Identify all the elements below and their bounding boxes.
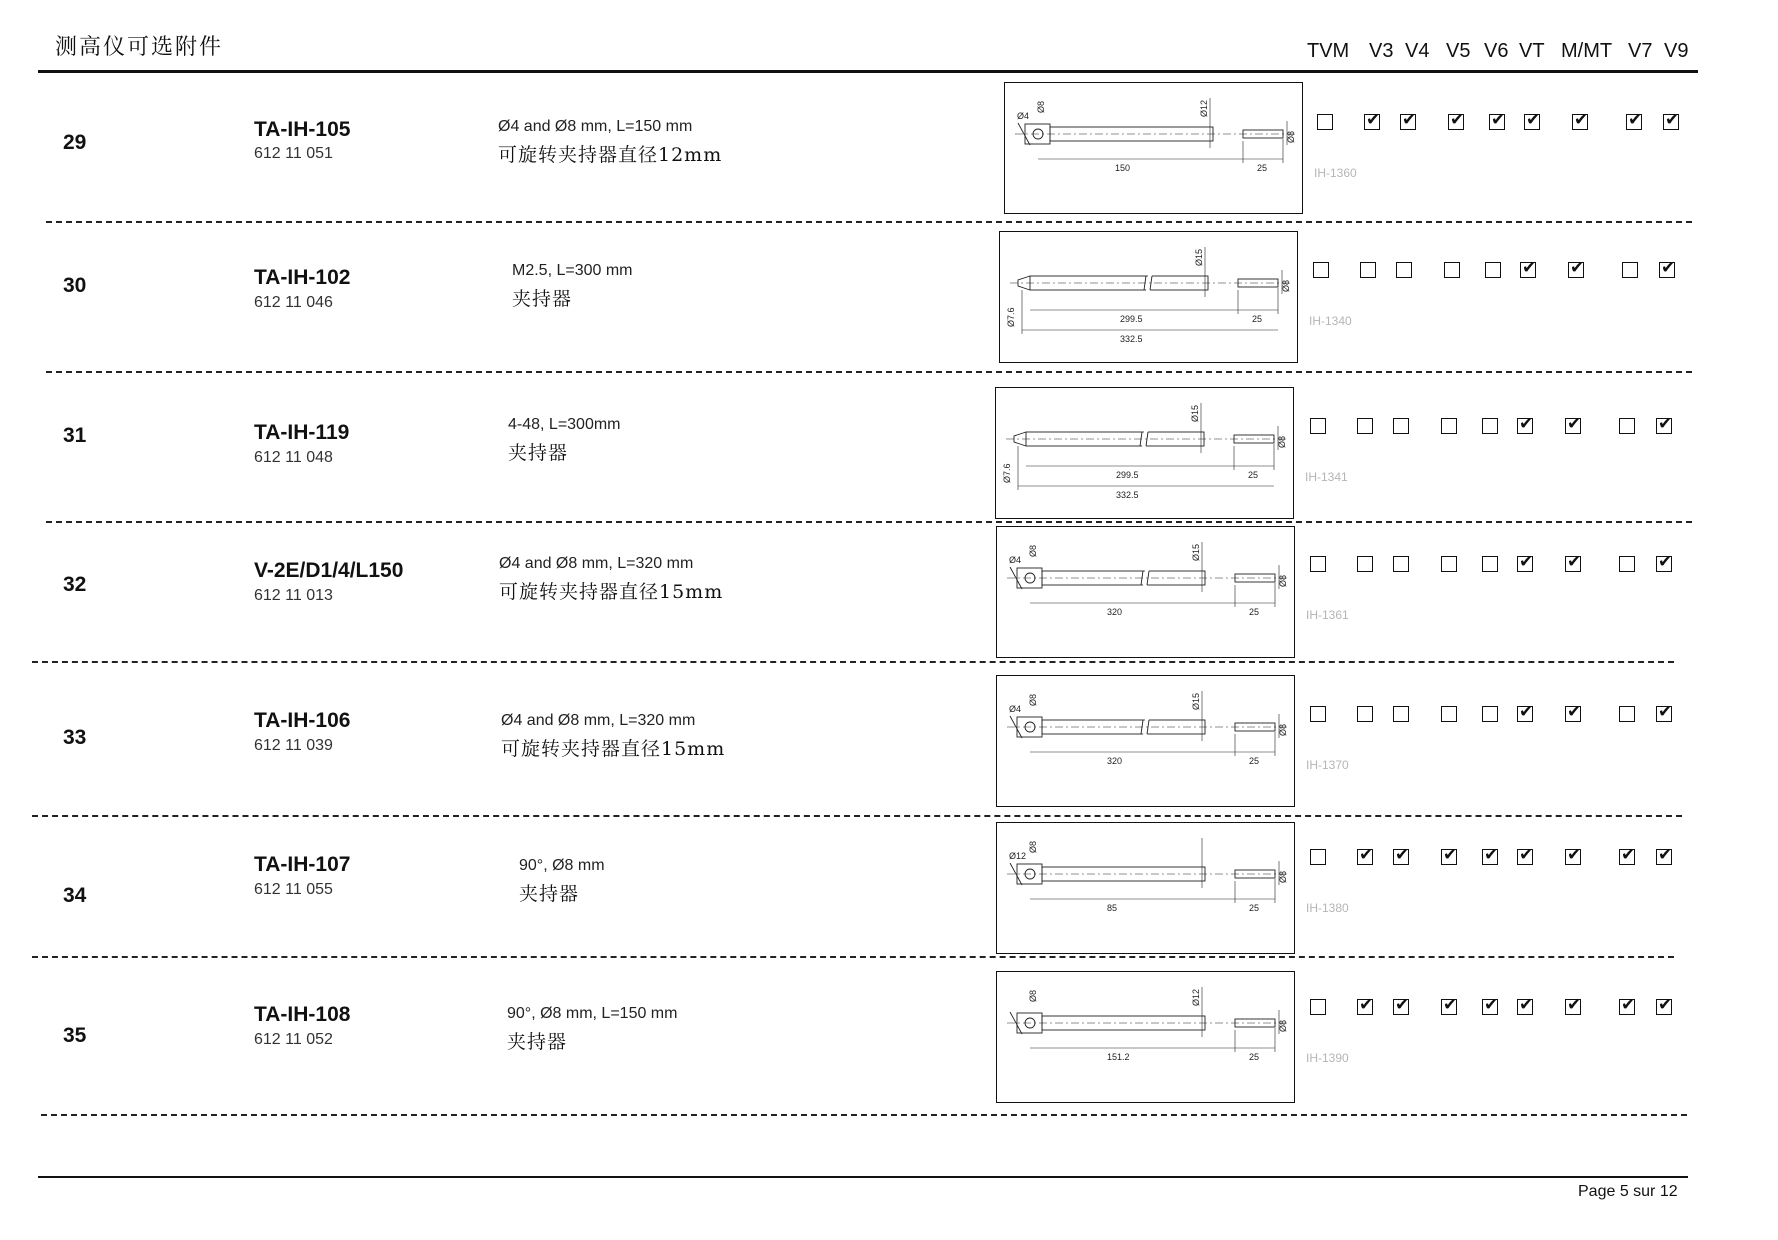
dim-tip-length: 25 [1257,163,1268,173]
row-number: 32 [63,573,87,596]
check-icon: ✔ [1484,995,1499,1015]
dim-tip-diameter: Ø8 [1278,1019,1288,1032]
compat-checkbox-tvm[interactable] [1310,556,1326,572]
compat-checkbox-v5[interactable] [1441,556,1457,572]
compat-checkbox-m-mt[interactable] [1572,110,1589,130]
dim-length: 85 [1107,903,1118,913]
check-icon: ✔ [1570,258,1585,278]
row-separator [32,815,1682,817]
dim-length: 150 [1115,163,1131,173]
row-separator [46,521,1692,523]
accessory-description: 可旋转夹持器直径15mm [499,581,724,603]
dim-length: 299.5 [1116,470,1139,480]
compat-checkbox-v7[interactable] [1619,556,1635,572]
dim-bore-diameter: Ø8 [1028,693,1038,706]
check-icon: ✔ [1567,552,1582,572]
compat-checkbox-v3[interactable] [1357,418,1373,434]
compat-checkbox-v3[interactable] [1364,110,1381,130]
accessory-code: V-2E/D1/4/L150 [254,559,404,582]
drawing-reference: IH-1361 [1306,608,1349,622]
check-icon: ✔ [1658,845,1673,865]
check-icon: ✔ [1366,110,1381,130]
compat-checkbox-v9[interactable] [1656,845,1673,865]
check-icon: ✔ [1450,110,1465,130]
part-number: 612 11 039 [254,737,333,754]
compat-checkbox-tvm[interactable] [1310,849,1326,865]
dim-total-length: 332.5 [1120,334,1143,344]
check-icon: ✔ [1519,552,1534,572]
compat-checkbox-v4[interactable] [1393,418,1409,434]
dim-head-diameter: Ø7.6 [1006,307,1016,327]
check-icon: ✔ [1567,845,1582,865]
compat-checkbox-v5[interactable] [1441,995,1458,1015]
check-icon: ✔ [1574,110,1589,130]
check-icon: ✔ [1658,702,1673,722]
compat-checkbox-m-mt[interactable] [1568,258,1585,278]
compat-checkbox-tvm[interactable] [1310,999,1326,1015]
row-separator [41,1114,1687,1116]
compat-checkbox-tvm[interactable] [1310,706,1326,722]
compat-checkbox-v4[interactable] [1400,110,1417,130]
check-icon: ✔ [1484,845,1499,865]
column-header-v9: V9 [1664,40,1689,62]
compat-checkbox-tvm[interactable] [1313,262,1329,278]
compat-checkbox-vt[interactable] [1517,552,1534,572]
dim-bore-diameter: Ø8 [1028,544,1038,557]
column-header-v7: V7 [1628,40,1653,62]
check-icon: ✔ [1621,845,1636,865]
dim-length: 151.2 [1107,1052,1130,1062]
dim-tip-diameter: Ø8 [1277,435,1287,448]
dim-head-diameter: Ø7.6 [1002,463,1012,483]
check-icon: ✔ [1519,414,1534,434]
compat-checkbox-v3[interactable] [1357,845,1374,865]
dim-head-diameter: Ø4 [1017,111,1030,121]
compat-checkbox-v7[interactable] [1622,262,1638,278]
compat-checkbox-v7[interactable] [1619,995,1636,1015]
compat-checkbox-v4[interactable] [1393,995,1410,1015]
part-number: 612 11 046 [254,294,333,311]
dim-length: 320 [1107,756,1123,766]
compat-checkbox-v9[interactable] [1656,995,1673,1015]
accessory-spec: 90°, Ø8 mm, L=150 mm [507,1005,678,1022]
check-icon: ✔ [1443,995,1458,1015]
part-number: 612 11 051 [254,145,333,162]
compat-checkbox-vt[interactable] [1524,110,1541,130]
check-icon: ✔ [1567,995,1582,1015]
compat-checkbox-v6[interactable] [1482,706,1498,722]
compat-checkbox-v6[interactable] [1482,556,1498,572]
check-icon: ✔ [1359,845,1374,865]
compat-checkbox-v5[interactable] [1444,262,1460,278]
column-header-vt: VT [1519,40,1545,62]
compat-checkbox-tvm[interactable] [1310,418,1326,434]
dim-length: 299.5 [1120,314,1143,324]
column-header-v6: V6 [1484,40,1509,62]
compat-checkbox-v4[interactable] [1393,556,1409,572]
compat-checkbox-v9[interactable] [1656,552,1673,572]
check-icon: ✔ [1519,995,1534,1015]
check-icon: ✔ [1628,110,1643,130]
dim-shaft-diameter: Ø12 [1199,99,1209,117]
accessory-spec: Ø4 and Ø8 mm, L=320 mm [499,555,694,572]
dim-shaft-diameter: Ø15 [1194,248,1204,266]
compat-checkbox-vt[interactable] [1517,995,1534,1015]
technical-drawing [996,526,1295,658]
compat-checkbox-v4[interactable] [1393,845,1410,865]
column-header-v5: V5 [1446,40,1471,62]
dim-shaft-diameter: Ø15 [1191,692,1201,710]
accessory-description: 夹持器 [512,288,573,310]
dim-tip-diameter: Ø8 [1286,130,1296,143]
accessory-code: TA-IH-119 [254,421,350,444]
dim-tip-length: 25 [1248,470,1259,480]
column-header-v3: V3 [1369,40,1394,62]
dim-tip-length: 25 [1249,607,1260,617]
column-header-m-mt: M/MT [1561,40,1613,62]
compat-checkbox-m-mt[interactable] [1565,995,1582,1015]
compat-checkbox-v6[interactable] [1482,845,1499,865]
compat-checkbox-v4[interactable] [1396,262,1412,278]
check-icon: ✔ [1658,995,1673,1015]
accessory-code: TA-IH-108 [254,1003,351,1026]
page-number: Page 5 sur 12 [1578,1183,1678,1200]
drawing-reference: IH-1380 [1306,901,1349,915]
compat-checkbox-v5[interactable] [1441,418,1457,434]
dim-bore-diameter: Ø8 [1036,100,1046,113]
dim-tip-diameter: Ø8 [1278,723,1288,736]
accessory-code: TA-IH-107 [254,853,351,876]
compat-checkbox-v5[interactable] [1441,706,1457,722]
accessory-description: 夹持器 [519,883,580,905]
dim-total-length: 332.5 [1116,490,1139,500]
header-divider [38,70,1698,73]
compat-checkbox-v9[interactable] [1656,702,1673,722]
footer-divider [38,1176,1688,1178]
row-number: 34 [63,884,87,907]
column-header-v4: V4 [1405,40,1430,62]
dim-tip-length: 25 [1249,903,1260,913]
check-icon: ✔ [1621,995,1636,1015]
page-title: 测高仪可选附件 [55,35,224,60]
column-header-tvm: TVM [1307,40,1350,62]
row-number: 30 [63,274,87,297]
compat-checkbox-vt[interactable] [1517,845,1534,865]
dim-tip-length: 25 [1249,756,1260,766]
compat-checkbox-v9[interactable] [1659,258,1676,278]
compat-checkbox-v6[interactable] [1485,262,1501,278]
check-icon: ✔ [1661,258,1676,278]
compat-checkbox-v3[interactable] [1357,995,1374,1015]
row-separator [46,371,1692,373]
compat-checkbox-v5[interactable] [1441,845,1458,865]
compat-checkbox-vt[interactable] [1517,702,1534,722]
check-icon: ✔ [1443,845,1458,865]
drawing-reference: IH-1360 [1314,166,1357,180]
accessory-description: 夹持器 [507,1031,568,1053]
compat-checkbox-m-mt[interactable] [1565,552,1582,572]
accessory-spec: Ø4 and Ø8 mm, L=320 mm [501,712,696,729]
compat-checkbox-v9[interactable] [1656,414,1673,434]
technical-drawing [996,822,1295,954]
compat-checkbox-v3[interactable] [1357,556,1373,572]
check-icon: ✔ [1402,110,1417,130]
compat-checkbox-m-mt[interactable] [1565,702,1582,722]
dim-shaft-diameter: Ø15 [1191,543,1201,561]
dim-tip-length: 25 [1249,1052,1260,1062]
check-icon: ✔ [1658,414,1673,434]
check-icon: ✔ [1658,552,1673,572]
accessory-description: 可旋转夹持器直径12mm [498,144,723,166]
part-number: 612 11 055 [254,881,333,898]
accessory-code: TA-IH-105 [254,118,351,141]
compat-checkbox-v7[interactable] [1626,110,1643,130]
part-number: 612 11 048 [254,449,333,466]
compat-checkbox-v5[interactable] [1448,110,1465,130]
row-separator [32,956,1674,958]
compat-checkbox-v7[interactable] [1619,706,1635,722]
check-icon: ✔ [1359,995,1374,1015]
drawing-reference: IH-1370 [1306,758,1349,772]
check-icon: ✔ [1395,995,1410,1015]
drawing-reference: IH-1390 [1306,1051,1349,1065]
accessory-description: 可旋转夹持器直径15mm [501,738,726,760]
check-icon: ✔ [1526,110,1541,130]
dim-tip-diameter: Ø8 [1278,870,1288,883]
check-icon: ✔ [1567,702,1582,722]
technical-drawing [1004,82,1303,214]
compat-checkbox-m-mt[interactable] [1565,845,1582,865]
row-number: 33 [63,726,87,749]
compat-checkbox-v6[interactable] [1482,995,1499,1015]
check-icon: ✔ [1567,414,1582,434]
dim-head-diameter: Ø12 [1009,851,1027,861]
accessory-spec: 4-48, L=300mm [508,416,621,433]
row-number: 29 [63,131,87,154]
accessory-spec: M2.5, L=300 mm [512,262,633,279]
dim-length: 320 [1107,607,1123,617]
dim-shaft-diameter: Ø15 [1190,404,1200,422]
row-separator [46,221,1692,223]
accessory-spec: 90°, Ø8 mm [519,857,605,874]
row-number: 31 [63,424,87,447]
dim-tip-diameter: Ø8 [1278,574,1288,587]
check-icon: ✔ [1395,845,1410,865]
drawing-reference: IH-1341 [1305,470,1348,484]
technical-drawing [996,675,1295,807]
compat-checkbox-v7[interactable] [1619,845,1636,865]
dim-head-diameter: Ø4 [1009,555,1022,565]
part-number: 612 11 052 [254,1031,333,1048]
technical-drawing [996,971,1295,1103]
dim-bore-diameter: Ø8 [1028,989,1038,1002]
compat-checkbox-tvm[interactable] [1317,114,1333,130]
compat-checkbox-vt[interactable] [1520,258,1537,278]
compat-checkbox-v7[interactable] [1619,418,1635,434]
accessory-code: TA-IH-106 [254,709,351,732]
compat-checkbox-v3[interactable] [1357,706,1373,722]
check-icon: ✔ [1665,110,1680,130]
compat-checkbox-v4[interactable] [1393,706,1409,722]
dim-tip-length: 25 [1252,314,1263,324]
dim-bore-diameter: Ø8 [1028,840,1038,853]
compat-checkbox-vt[interactable] [1517,414,1534,434]
row-separator [32,661,1674,663]
dim-head-diameter: Ø4 [1009,704,1022,714]
compat-checkbox-m-mt[interactable] [1565,414,1582,434]
check-icon: ✔ [1491,110,1506,130]
accessory-description: 夹持器 [508,442,569,464]
compat-checkbox-v3[interactable] [1360,262,1376,278]
accessory-code: TA-IH-102 [254,266,351,289]
compat-checkbox-v6[interactable] [1482,418,1498,434]
technical-drawing [995,387,1294,519]
compat-checkbox-v9[interactable] [1663,110,1680,130]
compat-checkbox-v6[interactable] [1489,110,1506,130]
dim-shaft-diameter: Ø12 [1191,988,1201,1006]
row-number: 35 [63,1024,87,1047]
check-icon: ✔ [1519,702,1534,722]
dim-tip-diameter: Ø8 [1281,279,1291,292]
drawing-reference: IH-1340 [1309,314,1352,328]
check-icon: ✔ [1522,258,1537,278]
accessory-spec: Ø4 and Ø8 mm, L=150 mm [498,118,693,135]
check-icon: ✔ [1519,845,1534,865]
technical-drawing [999,231,1298,363]
part-number: 612 11 013 [254,587,333,604]
